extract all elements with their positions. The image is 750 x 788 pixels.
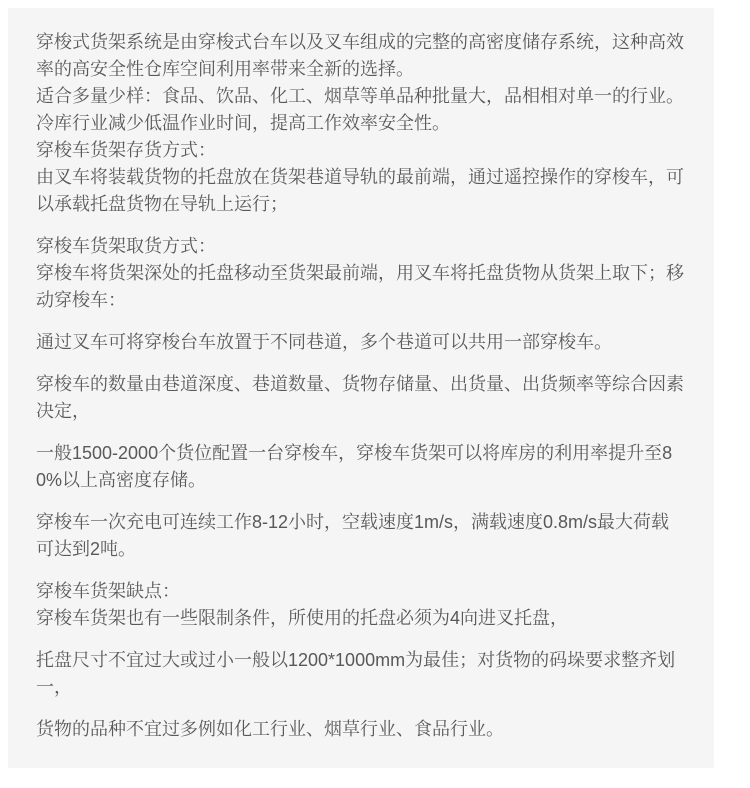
- heading-retrieval-method: 穿梭车货架取货方式：: [36, 236, 216, 256]
- paragraph-cold-storage: 冷库行业减少低温作业时间，提高工作效率安全性。: [36, 113, 450, 133]
- article-card: [8, 8, 714, 768]
- paragraph-pallet-restriction: 穿梭车货架也有一些限制条件，所使用的托盘必须为4向进叉托盘，: [36, 608, 569, 628]
- paragraph-shuttle-quantity: 穿梭车的数量由巷道深度、巷道数量、货物存储量、出货量、出货频率等综合因素决定，: [36, 374, 684, 421]
- paragraph-capacity-utilization: 一般1500-2000个货位配置一台穿梭车，穿梭车货架可以将库房的利用率提升至80%以上高密度存储。: [36, 443, 673, 490]
- paragraph-suitable-industries: 适合多量少样：食品、饮品、化工、烟草等单品种批量大，品相相对单一的行业。: [36, 86, 684, 106]
- paragraph-retrieval-method: 穿梭车将货架深处的托盘移动至货架最前端，用叉车将托盘货物从货架上取下；移动穿梭车：: [36, 263, 684, 310]
- paragraph-storage-method: 由叉车将装载货物的托盘放在货架巷道导轨的最前端，通过遥控操作的穿梭车，可以承载托盘货物在导轨上运行；: [36, 167, 684, 214]
- paragraph-pallet-size: 托盘尺寸不宜过大或过小一般以1200*1000mm为最佳；对货物的码垛要求整齐划一，: [36, 650, 676, 697]
- heading-disadvantages: 穿梭车货架缺点：: [36, 581, 180, 601]
- heading-storage-method: 穿梭车货架存货方式：: [36, 140, 216, 160]
- paragraph-goods-variety: 货物的品种不宜过多例如化工行业、烟草行业、食品行业。: [36, 719, 504, 739]
- paragraph-intro: 穿梭式货架系统是由穿梭式台车以及叉车组成的完整的高密度储存系统，这种高效率的高安全性仓库空间利用率带来全新的选择。: [36, 32, 684, 79]
- paragraph-multi-aisle-sharing: 通过叉车可将穿梭台车放置于不同巷道，多个巷道可以共用一部穿梭车。: [36, 332, 612, 352]
- paragraph-battery-performance: 穿梭车一次充电可连续工作8-12小时，空载速度1m/s，满载速度0.8m/s最大荷载可达到2吨。: [36, 512, 670, 559]
